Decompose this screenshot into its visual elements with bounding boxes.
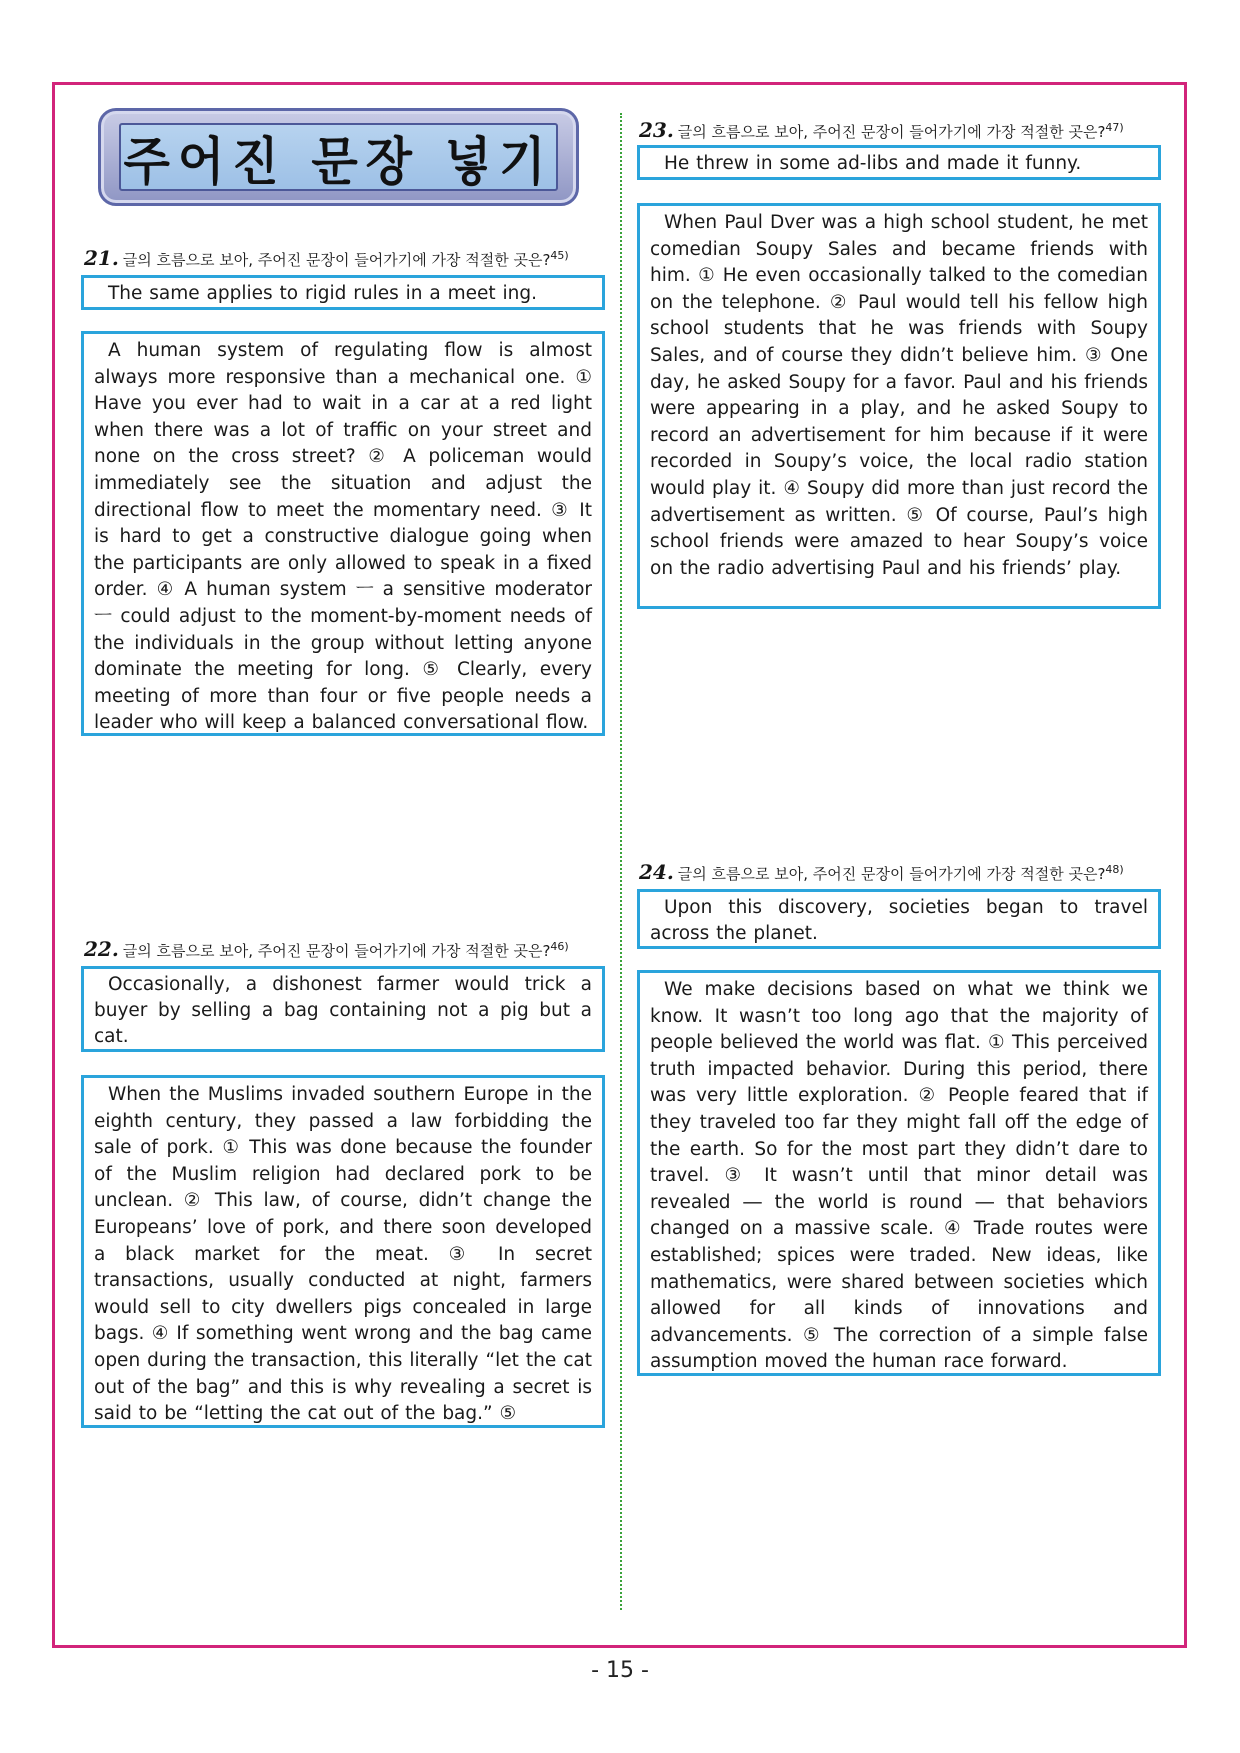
question-instruction: 글의 흐름으로 보아, 주어진 문장이 들어가기에 가장 적절한 곳은? <box>122 942 551 960</box>
passage-box-22 <box>81 1075 605 1428</box>
question-number: 24. <box>639 860 674 884</box>
question-header-21 <box>84 246 569 270</box>
question-number: 23. <box>639 118 674 142</box>
passage-text: A human system of regulating flow is almost always more responsive than a mechanical one. ① Have you ever had to wait in a car at a red light when there was a lot of traffic on your street and none on the cross street? ② A policeman would immediately see the situation and adjust the directional flow to meet the momentary need. ③ It is hard to get a constructive dialogue going when the participants are only allowed to speak in a fixed order. ④ A human system ㅡ a sensitive moderator ㅡ could adjust to the moment-by-moment needs of the individuals in the group without letting anyone dominate the meeting for long. ⑤ Clearly, every meeting of more than four or five people needs a leader who will keep a balanced conversational flow. <box>94 340 592 734</box>
section-title-panel <box>119 123 558 191</box>
given-sentence: He threw in some ad-libs and made it funny. <box>664 153 1082 174</box>
question-instruction: 글의 흐름으로 보아, 주어진 문장이 들어가기에 가장 적절한 곳은? <box>677 123 1106 141</box>
given-sentence-box-23 <box>637 145 1161 180</box>
question-header-24 <box>639 860 1124 884</box>
passage-text: When the Muslims invaded southern Europe in the eighth century, they passed a law forbidding the sale of pork. ① This was done because the founder of the Muslim religion had declared pork to be unclean. ② This law, of course, didn’t change the Europeans’ love of pork, and there soon developed a black market for the meat. ③ In secret transactions, usually conducted at night, farmers would sell to city dwellers pigs concealed in large bags. ④ If something went wrong and the bag came open during the transaction, this literally “let the cat out of the bag” and this is why revealing a secret is said to be “letting the cat out of the bag.” ⑤ <box>94 1084 592 1425</box>
column-divider <box>620 113 622 1610</box>
question-ref: 47) <box>1105 121 1124 134</box>
given-sentence: Occasionally, a dishonest farmer would trick a buyer by selling a bag containing not a pig but a cat. <box>94 974 592 1047</box>
passage-box-24 <box>637 970 1161 1376</box>
given-sentence-box-21 <box>81 275 605 310</box>
passage-box-21 <box>81 331 605 736</box>
passage-text: When Paul Dver was a high school student, he met comedian Soupy Sales and became friends with him. ① He even occasionally talked to the comedian on the telephone. ② Paul would tell his fellow high school students that he was friends with Soupy Sales, and of course they didn’t believe him. ③ One day, he asked Soupy for a favor. Paul and his friends were appearing in a play, and he asked Soupy to record an advertisement for him because if it were recorded in Soupy’s voice, the local radio station would play it. ④ Soupy did more than just record the advertisement as written. ⑤ Of course, Paul’s high school friends were amazed to hear Soupy’s voice on the radio advertising Paul and his friends’ play. <box>650 212 1148 579</box>
question-number: 22. <box>84 937 119 961</box>
question-instruction: 글의 흐름으로 보아, 주어진 문장이 들어가기에 가장 적절한 곳은? <box>677 865 1106 883</box>
question-ref: 46) <box>550 940 569 953</box>
question-ref: 45) <box>550 249 569 262</box>
question-header-22 <box>84 937 569 961</box>
question-instruction: 글의 흐름으로 보아, 주어진 문장이 들어가기에 가장 적절한 곳은? <box>122 251 551 269</box>
passage-box-23 <box>637 203 1161 609</box>
question-ref: 48) <box>1105 863 1124 876</box>
passage-text: We make decisions based on what we think we know. It wasn’t too long ago that the majority of people believed the world was flat. ① This perceived truth impacted behavior. During this period, there was very little exploration. ② People feared that if they traveled too far they might fall off the edge of the earth. So for the most part they didn’t dare to travel. ③ It wasn’t until that minor detail was revealed ― the world is round ― that behaviors changed on a massive scale. ④ Trade routes were established; spices were traded. New ideas, like mathematics, were shared between societies which allowed for all kinds of innovations and advancements. ⑤ The correction of a simple false assumption moved the human race forward. <box>650 979 1148 1373</box>
page-number: - 15 - <box>591 1658 649 1683</box>
given-sentence-box-22 <box>81 966 605 1052</box>
given-sentence: The same applies to rigid rules in a meet ing. <box>108 283 537 304</box>
given-sentence-box-24 <box>637 889 1161 949</box>
section-title-badge <box>98 108 579 206</box>
given-sentence: Upon this discovery, societies began to travel across the planet. <box>650 897 1148 944</box>
question-number: 21. <box>84 246 119 270</box>
section-title: 주어진 문장 넣기 <box>123 131 554 193</box>
question-header-23 <box>639 118 1124 142</box>
